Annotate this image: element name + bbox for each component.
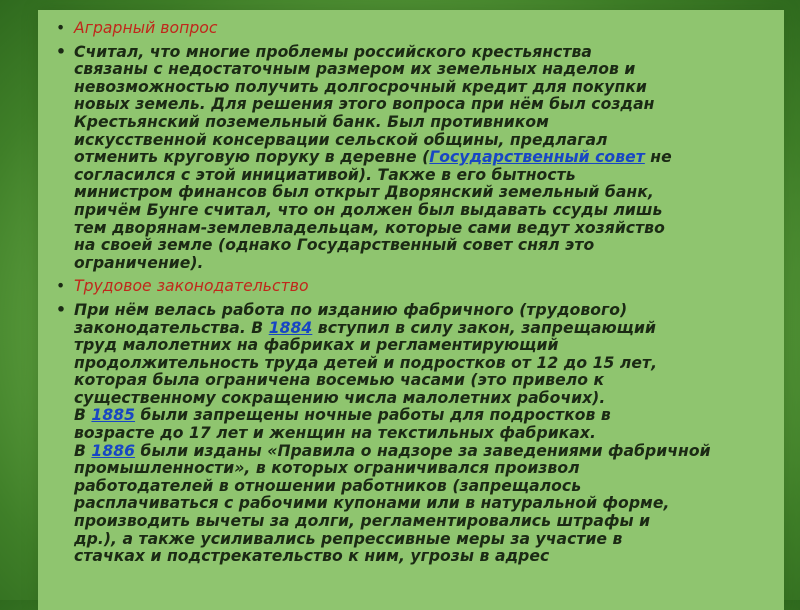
paragraph-text: вступил в силу закон, запрещающий труд малолетних на фабриках и регламентирующий продолжительность труда детей и подростков от 12 до 15 лет, которая была ограничена восемью часами (это привело к существенному сокращению числа малолетних рабочих). В (74, 318, 658, 425)
paragraph-text: Считал, что многие проблемы российского крестьянства связаны с недостаточным размером их земельных наделов и невозможностью получить долгосрочный кредит для покупки новых земель. Для решения этого вопроса при нём был создан Крестьянский поземельный банк. Был противником искусственной консервации сельской общины, предлагал отменить круговую поруку в деревне ( (74, 42, 655, 167)
link-state-council[interactable]: Государственный совет (429, 148, 645, 167)
section-paragraph-labor (56, 302, 768, 566)
paragraph-text: При нём велась работа по изданию фабричного (трудового) законодательства. В (74, 300, 628, 337)
link-1885[interactable]: 1885 (91, 406, 136, 425)
link-1886[interactable]: 1886 (91, 441, 136, 460)
slide-content (56, 20, 768, 572)
link-1884[interactable]: 1884 (268, 318, 313, 337)
section-heading-agrarian: • Аграрный вопрос (56, 20, 768, 38)
section-paragraph-agrarian (56, 44, 768, 273)
section-heading-labor: • Трудовое законодательство (56, 278, 768, 296)
paragraph-text: не согласился с этой инициативой). Также в его бытность министром финансов был открыт Дворянский земельный банк, причём Бунге считал, что он должен был выдавать ссуды лишь тем дворянам-землевладельцам, которые сами ведут хозяйство на своей земле (однако Государственный совет снял это ограничение). (74, 148, 672, 272)
paragraph-text: были изданы «Правила о надзоре за заведениями фабричной промышленности», в которых ограничивался произвол работодателей в отношении работников (запрещалось расплачиваться с рабочими купонами или в натуральной форме, производить вычеты за долги, регламентировались штрафы и др.), а также усиливались репрессивные меры за участие в стачках и подстрекательство к ним, угрозы в адрес (74, 441, 711, 566)
paragraph-text: были запрещены ночные работы для подростков в возрасте до 17 лет и женщин на текстильных фабриках. В (74, 406, 611, 460)
